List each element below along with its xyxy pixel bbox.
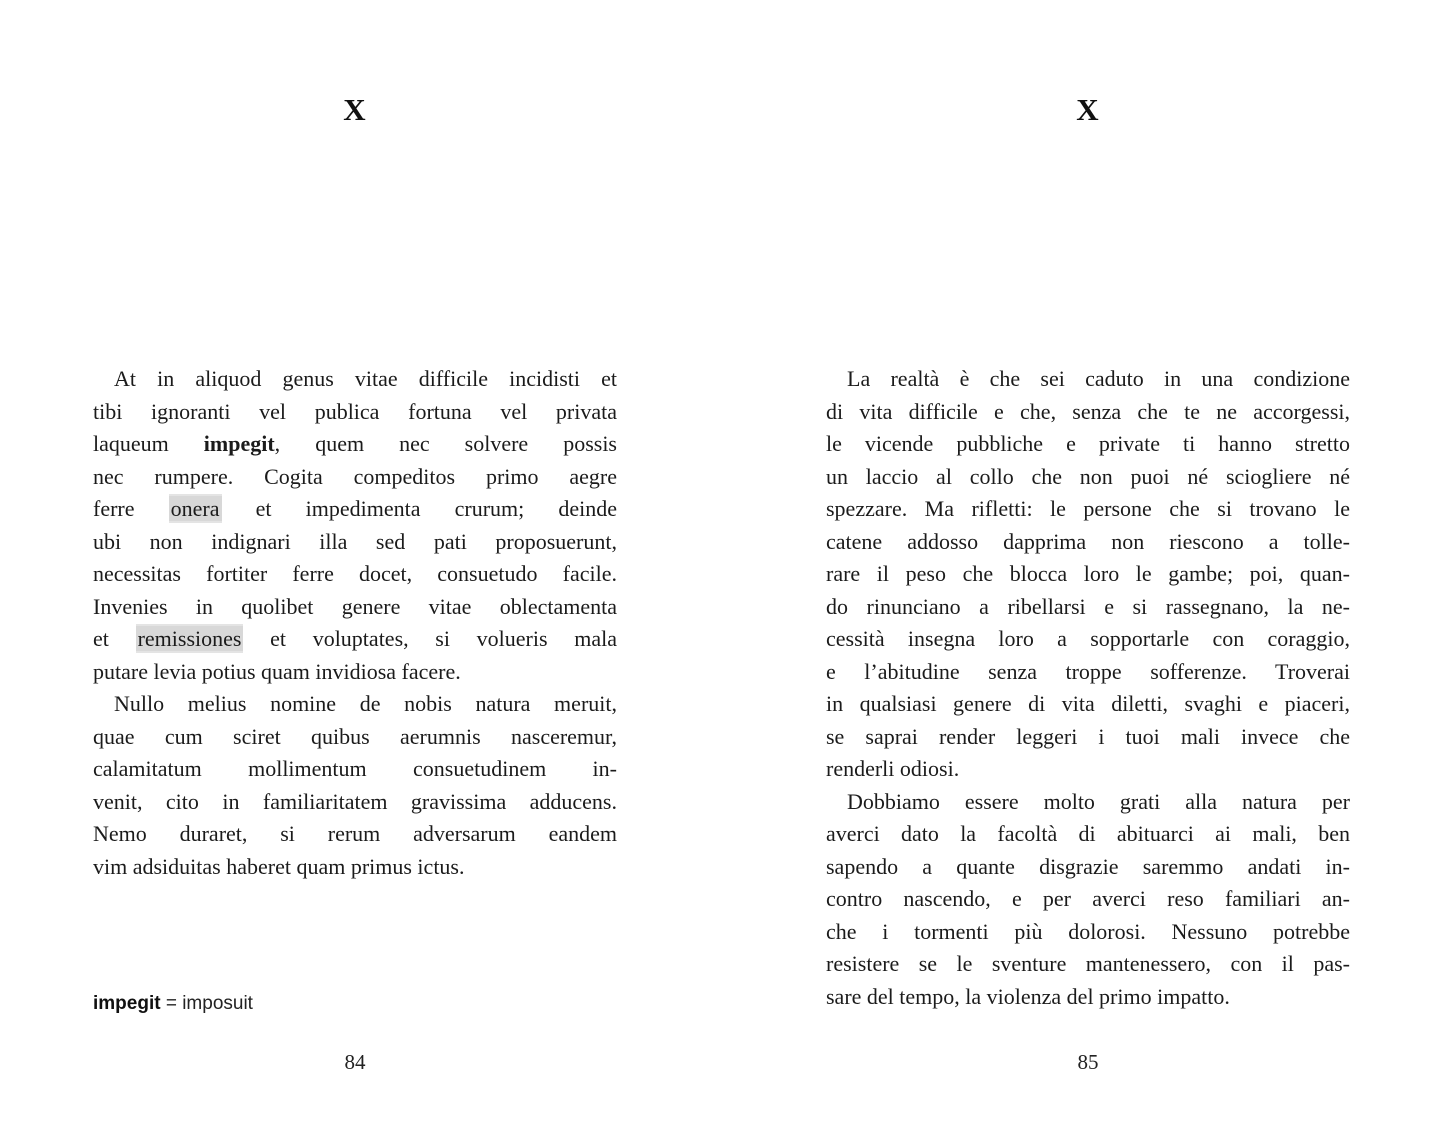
text-segment: , quem nec solvere possis bbox=[274, 431, 617, 456]
text-segment: et impedimenta crurum; deinde bbox=[221, 496, 617, 521]
text-segment: quae cum sciret quibus aerumnis nasceremur, bbox=[93, 723, 617, 749]
text-segment: se saprai render leggeri i tuoi mali invece che bbox=[826, 723, 1350, 749]
text-segment: et voluptates, si volueris mala bbox=[243, 626, 617, 651]
highlighted-word: remissiones bbox=[137, 626, 242, 651]
text-line bbox=[826, 623, 1350, 656]
footnote-term: impegit bbox=[93, 993, 161, 1014]
bold-term: impegit bbox=[203, 431, 275, 456]
paragraph bbox=[93, 363, 617, 688]
text-line bbox=[93, 363, 617, 396]
text-segment: sare del tempo, la violenza del primo impatto. bbox=[826, 983, 1230, 1009]
text-line bbox=[93, 558, 617, 591]
text-segment: contro nascendo, e per averci reso familiari an- bbox=[826, 886, 1350, 911]
text-line bbox=[93, 526, 617, 559]
text-line bbox=[93, 753, 617, 786]
text-line bbox=[93, 623, 617, 656]
text-line bbox=[93, 721, 617, 754]
text-segment: Invenies in quolibet genere vitae oblectamenta bbox=[93, 593, 617, 619]
text-column-right bbox=[826, 363, 1350, 1013]
text-line bbox=[93, 396, 617, 429]
text-line bbox=[93, 656, 617, 689]
text-segment: in qualsiasi genere di vita diletti, svaghi e piaceri, bbox=[826, 691, 1350, 716]
text-line bbox=[826, 656, 1350, 689]
text-segment: resistere se le sventure mantenessero, con il pas- bbox=[826, 951, 1350, 976]
text-segment: averci dato la facoltà di abituarci ai mali, ben bbox=[826, 821, 1350, 846]
text-segment: ferre bbox=[93, 496, 169, 521]
text-segment: le vicende pubbliche e private ti hanno stretto bbox=[826, 431, 1350, 456]
text-line bbox=[826, 948, 1350, 981]
text-segment: cessità insegna loro a sopportarle con coraggio, bbox=[826, 626, 1350, 651]
page-left bbox=[0, 0, 722, 1131]
text-line bbox=[826, 753, 1350, 786]
text-line bbox=[826, 526, 1350, 559]
text-line bbox=[826, 916, 1350, 949]
footnote-text: = imposuit bbox=[160, 993, 253, 1014]
highlighted-word: onera bbox=[170, 496, 220, 521]
text-line bbox=[826, 363, 1350, 396]
footnote bbox=[93, 993, 253, 1015]
text-segment: Nullo melius nomine de nobis natura meruit, bbox=[114, 691, 617, 716]
text-segment: Dobbiamo essere molto grati alla natura per bbox=[847, 788, 1350, 814]
text-segment: sapendo a quante disgrazie saremmo andati in- bbox=[826, 853, 1350, 879]
paragraph bbox=[826, 786, 1350, 1014]
page-number: 85 bbox=[1077, 1050, 1099, 1074]
text-segment: vim adsiduitas haberet quam primus ictus. bbox=[93, 853, 465, 879]
text-line bbox=[826, 493, 1350, 526]
text-segment: e l’abitudine senza troppe sofferenze. Troverai bbox=[826, 658, 1350, 684]
text-line bbox=[93, 818, 617, 851]
text-line bbox=[826, 688, 1350, 721]
text-line bbox=[826, 721, 1350, 754]
text-line bbox=[826, 851, 1350, 884]
text-line bbox=[826, 786, 1350, 819]
page-number: 84 bbox=[344, 1050, 366, 1074]
page-right bbox=[723, 0, 1445, 1131]
text-column-left bbox=[93, 363, 617, 883]
text-line bbox=[826, 981, 1350, 1014]
text-segment: ubi non indignari illa sed pati proposuerunt, bbox=[93, 528, 617, 554]
text-line bbox=[826, 591, 1350, 624]
text-segment: renderli odiosi. bbox=[826, 756, 960, 781]
text-line bbox=[93, 461, 617, 494]
paragraph bbox=[826, 363, 1350, 786]
text-segment: Nemo duraret, si rerum adversarum eandem bbox=[93, 821, 617, 846]
text-line bbox=[826, 818, 1350, 851]
text-segment: nec rumpere. Cogita compeditos primo aegre bbox=[93, 463, 617, 489]
text-line bbox=[826, 558, 1350, 591]
text-segment: putare levia potius quam invidiosa facere. bbox=[93, 658, 461, 684]
paragraph bbox=[93, 688, 617, 883]
text-line bbox=[826, 428, 1350, 461]
text-line bbox=[93, 493, 617, 526]
text-segment: do rinunciano a ribellarsi e si rassegnano, la ne- bbox=[826, 593, 1350, 619]
text-segment: rare il peso che blocca loro le gambe; poi, quan- bbox=[826, 561, 1350, 586]
text-segment: calamitatum mollimentum consuetudinem in- bbox=[93, 756, 617, 781]
text-segment: At in aliquod genus vitae difficile incidisti et bbox=[114, 366, 617, 391]
text-line bbox=[826, 461, 1350, 494]
text-line bbox=[826, 396, 1350, 429]
text-segment: laqueum bbox=[93, 431, 204, 456]
text-segment: un laccio al collo che non puoi né sciogliere né bbox=[826, 463, 1350, 489]
text-segment: che i tormenti più dolorosi. Nessuno potrebbe bbox=[826, 918, 1350, 944]
text-line bbox=[93, 851, 617, 884]
text-line bbox=[93, 428, 617, 461]
chapter-heading: X bbox=[343, 92, 367, 127]
chapter-heading: X bbox=[1076, 92, 1100, 127]
text-segment: tibi ignoranti vel publica fortuna vel privata bbox=[93, 398, 617, 424]
text-line bbox=[93, 591, 617, 624]
text-segment: et bbox=[93, 626, 136, 651]
text-segment: spezzare. Ma rifletti: le persone che si trovano le bbox=[826, 496, 1350, 521]
text-line bbox=[826, 883, 1350, 916]
text-segment: venit, cito in familiaritatem gravissima adducens. bbox=[93, 788, 617, 814]
text-line bbox=[93, 688, 617, 721]
text-segment: di vita difficile e che, senza che te ne accorgessi, bbox=[826, 398, 1350, 424]
text-segment: necessitas fortiter ferre docet, consuetudo facile. bbox=[93, 561, 617, 586]
text-segment: catene addosso dapprima non riescono a tolle- bbox=[826, 528, 1350, 554]
text-segment: La realtà è che sei caduto in una condizione bbox=[847, 366, 1350, 391]
text-line bbox=[93, 786, 617, 819]
